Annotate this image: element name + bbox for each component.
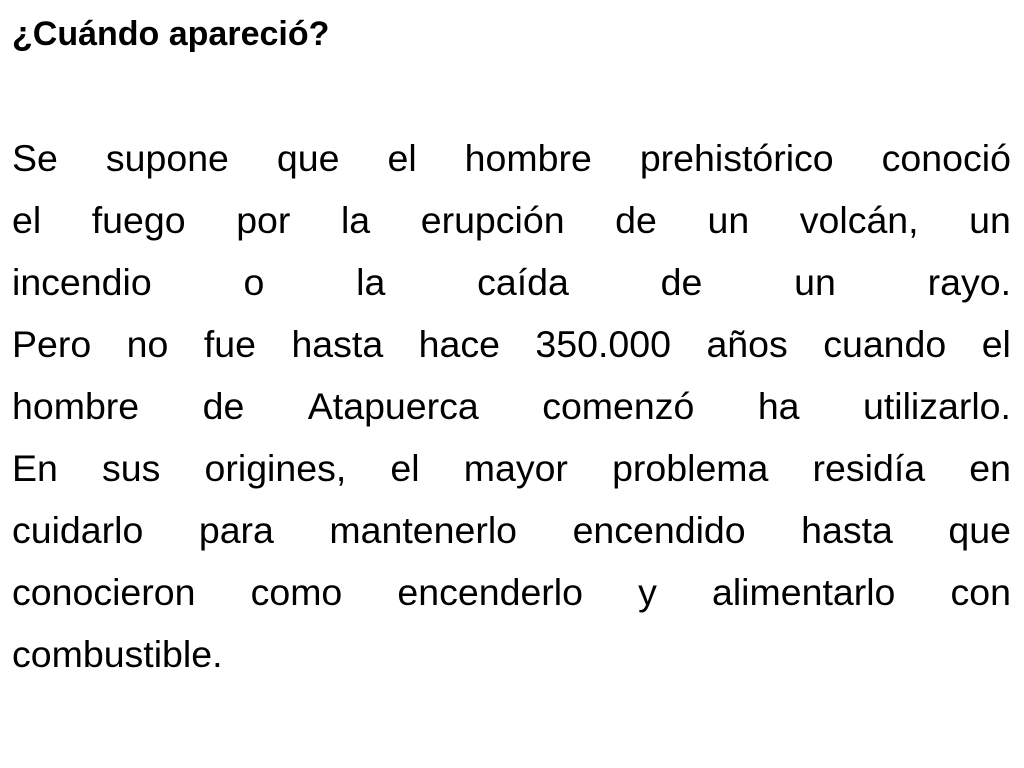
paragraph-word: la — [340, 199, 371, 241]
paragraph-word: no — [126, 323, 169, 365]
paragraph-word: el — [12, 199, 42, 241]
paragraph-word: incendio — [12, 261, 152, 303]
paragraph-word: erupción — [420, 199, 565, 241]
paragraph-line — [12, 561, 1011, 623]
paragraph-word: la — [356, 261, 386, 303]
paragraph-word: 350.000 — [535, 323, 671, 365]
paragraph-word: ha — [757, 385, 800, 427]
paragraph-word: un — [969, 199, 1011, 241]
paragraph-word: por — [236, 199, 291, 241]
paragraph-word: rayo. — [927, 261, 1011, 303]
paragraph-word: o — [243, 261, 265, 303]
paragraph-word: en — [969, 447, 1011, 489]
paragraph-line — [12, 189, 1011, 251]
paragraph-word: conoció — [881, 137, 1011, 179]
paragraph-word: cuando — [823, 323, 947, 365]
paragraph-word: mantenerlo — [329, 509, 518, 551]
paragraph-word: un — [794, 261, 836, 303]
paragraph-word: como — [250, 571, 343, 613]
paragraph-word: conocieron — [12, 571, 196, 613]
paragraph-line — [12, 127, 1011, 189]
paragraph-word: hombre — [12, 385, 140, 427]
paragraph-word: de — [202, 385, 245, 427]
paragraph-word: volcán, — [799, 199, 919, 241]
paragraph-word: encenderlo — [397, 571, 583, 613]
paragraph-word: comenzó — [542, 385, 695, 427]
paragraph-word: caída — [477, 261, 569, 303]
paragraph-word: de — [615, 199, 657, 241]
paragraph-word: y — [638, 571, 657, 613]
paragraph-line — [12, 375, 1011, 437]
paragraph-word: supone — [105, 137, 229, 179]
paragraph-word: que — [276, 137, 340, 179]
paragraph-word: fuego — [91, 199, 186, 241]
paragraph-word: un — [707, 199, 750, 241]
paragraph-word: mayor — [463, 447, 568, 489]
paragraph-word: para — [198, 509, 274, 551]
paragraph-word: En — [12, 447, 58, 489]
paragraph-word: encendido — [572, 509, 746, 551]
paragraph-word: hasta — [291, 323, 384, 365]
paragraph-word: hombre — [464, 137, 592, 179]
paragraph-word: el — [387, 137, 417, 179]
paragraph-word: con — [950, 571, 1011, 613]
paragraph-word: sus — [102, 447, 161, 489]
paragraph-word: combustible. — [12, 633, 223, 675]
paragraph-word: años — [706, 323, 788, 365]
paragraph-word: que — [948, 509, 1011, 551]
paragraph-word: Pero — [12, 323, 92, 365]
paragraph-word: Atapuerca — [307, 385, 479, 427]
paragraph-word: el — [390, 447, 420, 489]
paragraph-word: Se — [12, 137, 58, 179]
paragraph-word: fue — [203, 323, 256, 365]
paragraph-word: prehistórico — [639, 137, 834, 179]
paragraph-word: hasta — [801, 509, 893, 551]
body-paragraph — [12, 127, 1011, 685]
paragraph-word: el — [981, 323, 1011, 365]
slide-title: ¿Cuándo apareció? — [12, 15, 330, 53]
paragraph-word: hace — [418, 323, 500, 365]
paragraph-line — [12, 623, 1011, 685]
paragraph-word: utilizarlo. — [862, 385, 1011, 427]
paragraph-line — [12, 251, 1011, 313]
paragraph-line — [12, 437, 1011, 499]
paragraph-word: problema — [612, 447, 769, 489]
paragraph-word: de — [660, 261, 703, 303]
paragraph-word: alimentarlo — [711, 571, 896, 613]
paragraph-word: cuidarlo — [12, 509, 144, 551]
paragraph-line — [12, 499, 1011, 561]
paragraph-line — [12, 313, 1011, 375]
paragraph-word: residía — [812, 447, 926, 489]
paragraph-word: origines, — [204, 447, 347, 489]
